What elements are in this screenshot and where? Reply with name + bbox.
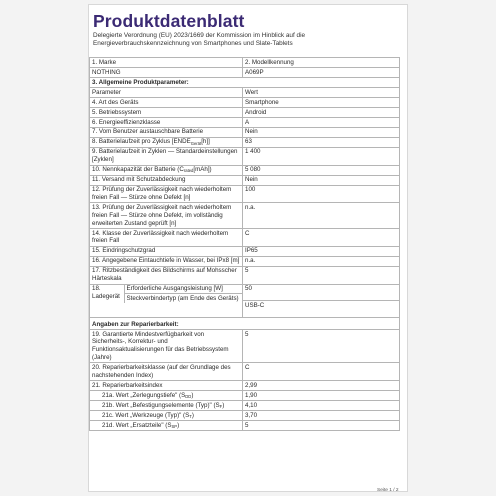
param-value: Nein — [243, 175, 400, 185]
param-label: 9. Batterielaufzeit in Zyklen — Standardeinstellungen [Zyklen] — [90, 147, 243, 165]
value-header: Wert — [243, 87, 400, 97]
page-footer: Seite 1 / 2 — [377, 488, 399, 493]
param-value: 100 — [243, 185, 400, 203]
label-text: 8. Batterielaufzeit pro Zyklus [ENDE — [92, 138, 191, 146]
param-label — [90, 391, 243, 401]
param-value: 2,99 — [243, 381, 400, 391]
param-label: 13. Prüfung der Zuverlässigkeit nach wiederholtem freien Fall — Stürze ohne Defekt, im vollständig erweiterten Zustand geprüft [n] — [90, 203, 243, 229]
param-label — [90, 165, 243, 175]
brand-row — [90, 67, 400, 77]
param-label: 5. Betriebssystem — [90, 107, 243, 117]
param-label: 20. Reparierbarkeitsklasse (auf der Grundlage des nachstehenden Index) — [90, 363, 243, 381]
label-text: 21d. Wert „Ersatzteile" (S — [102, 421, 172, 429]
param-value: C — [243, 228, 400, 246]
param-label: 4. Art des Geräts — [90, 97, 243, 107]
label-subscript: Gerät — [190, 140, 202, 146]
param-value: 1 400 — [243, 147, 400, 165]
product-datasheet-table — [89, 57, 400, 431]
repair-row — [90, 330, 400, 363]
param-label: 19. Garantierte Mindestverfügbarkeit von Sicherheits-, Korrektur- und Funktionsaktualisierungen für das Betriebssystem (Jahre) — [90, 330, 243, 363]
brand-header-row — [90, 58, 400, 68]
param-row — [90, 266, 400, 284]
label-subscript: T — [189, 413, 192, 419]
charger-values-table — [243, 285, 399, 317]
param-label — [90, 411, 243, 421]
label-subscript: DD — [185, 394, 192, 399]
param-value: n.a. — [243, 203, 400, 229]
param-label: 15. Eindringschutzgrad — [90, 246, 243, 256]
repair-row — [90, 381, 400, 391]
param-value: 5 080 — [243, 165, 400, 175]
label-text-end: ) — [177, 421, 180, 429]
charger-output-label: Erforderliche Ausgangsleistung [W] — [124, 285, 242, 294]
repair-sub-row — [90, 391, 400, 401]
repair-sub-row — [90, 421, 400, 431]
param-value: C — [243, 363, 400, 381]
label-subscript: SP — [171, 423, 178, 429]
param-label — [90, 421, 243, 431]
param-value: 5 — [243, 266, 400, 284]
param-row — [90, 97, 400, 107]
charger-value-cell — [243, 284, 400, 317]
param-row — [90, 165, 400, 175]
param-value: 63 — [243, 137, 400, 147]
param-label: 17. Ritzbeständigkeit des Bildschirms auf Mohsscher Härteskala — [90, 266, 243, 284]
param-row — [90, 107, 400, 117]
charger-inner-table — [90, 285, 242, 304]
repair-row — [90, 363, 400, 381]
charger-label: 18. Ladegerät — [90, 285, 124, 304]
param-value: 1,90 — [243, 391, 400, 401]
param-row — [90, 203, 400, 229]
param-value: A — [243, 117, 400, 127]
datasheet-page — [88, 4, 408, 492]
param-value: n.a. — [243, 256, 400, 266]
charger-connector-value: USB-C — [245, 301, 265, 309]
param-value: 5 — [243, 330, 400, 363]
repair-sub-row — [90, 401, 400, 411]
param-value: Android — [243, 107, 400, 117]
section-general-row — [90, 77, 400, 87]
param-value: 5 — [243, 421, 400, 431]
param-label: 16. Angegebene Eintauchtiefe in Wasser, bei IPx8 [m] — [90, 256, 243, 266]
repair-sub-row — [90, 411, 400, 421]
param-row — [90, 137, 400, 147]
brand-header: 1. Marke — [90, 58, 243, 68]
regulation-intro: Delegierte Verordnung (EU) 2023/1669 der Kommission im Hinblick auf die Energieverbrauchskennzeichnung von Smartphones und Slate-Tablets — [93, 32, 306, 47]
param-value: 4,10 — [243, 401, 400, 411]
param-header: Parameter — [90, 87, 243, 97]
charger-connector-label: Steckverbindertyp (am Ende des Geräts) — [126, 295, 239, 303]
param-value: IP65 — [243, 246, 400, 256]
param-label: 7. Vom Benutzer austauschbare Batterie — [90, 127, 243, 137]
param-value: 3,70 — [243, 411, 400, 421]
label-text: 21b. Wert „Befestigungselemente (Typ)" (S — [102, 401, 220, 409]
label-text: 21a. Wert „Zerlegungstiefe" (S — [102, 391, 186, 399]
param-row — [90, 175, 400, 185]
section-repair: Angaben zur Reparierbarkeit: — [90, 317, 400, 329]
param-row — [90, 147, 400, 165]
label-text-end: ) — [222, 401, 225, 409]
label-subscript: rated — [183, 168, 194, 174]
param-label — [90, 137, 243, 147]
model-header: 2. Modellkennung — [243, 58, 400, 68]
param-label: 11. Versand mit Schutzabdeckung — [90, 175, 243, 185]
param-label — [90, 401, 243, 411]
label-subscript: F — [219, 403, 223, 409]
param-value: Smartphone — [243, 97, 400, 107]
param-row — [90, 127, 400, 137]
label-text-end: [h]] — [201, 138, 210, 146]
label-text-end: ) — [191, 391, 194, 399]
param-label: 21. Reparierbarkeitsindex — [90, 381, 243, 391]
section-repair-row — [90, 317, 400, 329]
label-text-end: ) — [191, 411, 194, 419]
section-general: 3. Allgemeine Produktparameter: — [90, 77, 400, 87]
page-title: Produktdatenblatt — [93, 11, 245, 31]
model-value: A069P — [243, 67, 400, 77]
param-label: 6. Energieeffizienzklasse — [90, 117, 243, 127]
label-text: 21c. Wert „Werkzeuge (Typ)" (S — [102, 411, 190, 419]
charger-row — [90, 284, 400, 317]
charger-label-cell — [90, 284, 243, 317]
param-label: 14. Klasse der Zuverlässigkeit nach wiederholtem freien Fall — [90, 228, 243, 246]
param-row — [90, 256, 400, 266]
label-text: 10. Nennkapazität der Batterie (C — [92, 166, 184, 174]
param-header-row — [90, 87, 400, 97]
param-label: 12. Prüfung der Zuverlässigkeit nach wiederholtem freien Fall — Stürze ohne Defekt [n] — [90, 185, 243, 203]
param-value: Nein — [243, 127, 400, 137]
param-row — [90, 185, 400, 203]
param-row — [90, 117, 400, 127]
label-text-end: [mAh]) — [193, 166, 212, 174]
param-row — [90, 228, 400, 246]
param-row — [90, 246, 400, 256]
brand-value: NOTHING — [90, 67, 243, 77]
charger-output-value: 50 — [243, 285, 399, 301]
